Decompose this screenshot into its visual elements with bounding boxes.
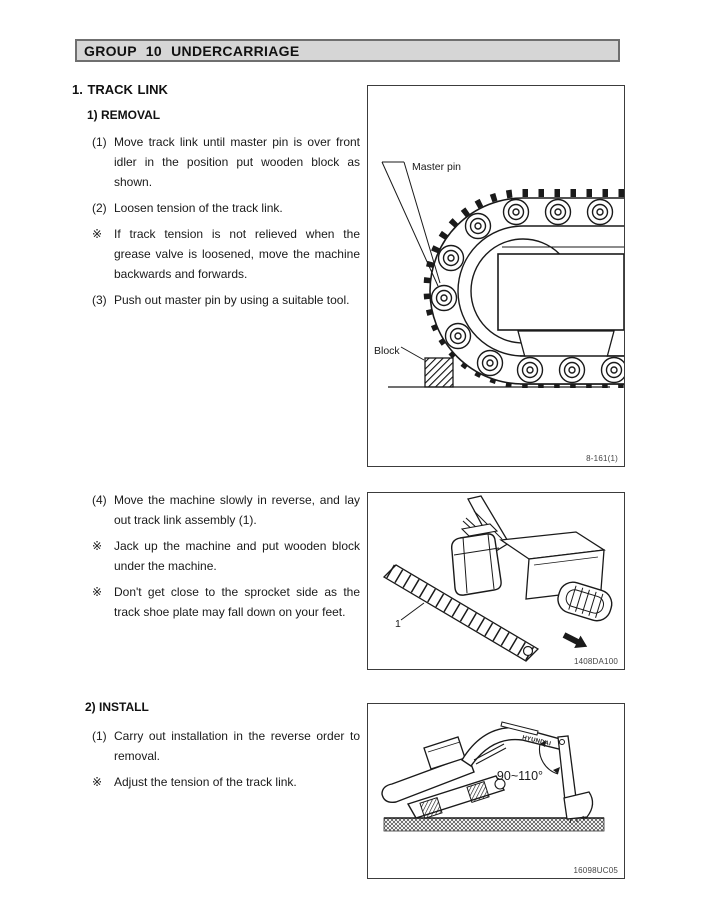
note-text: Don't get close to the sprocket side as the track shoe plate may fall down on your feet. — [114, 585, 360, 619]
install-heading: 2) INSTALL — [85, 700, 149, 714]
note-item — [92, 536, 360, 576]
figure-code: 1408DA100 — [573, 657, 618, 666]
note-marker: ※ — [92, 227, 103, 241]
figure-code: 8-161(1) — [586, 454, 618, 463]
step-text: Push out master pin by using a suitable tool. — [114, 293, 350, 307]
note-marker: ※ — [92, 775, 103, 789]
step-item — [92, 132, 360, 192]
step-marker: (3) — [92, 293, 107, 307]
boom-arm-angle-label: 90~110° — [496, 769, 544, 783]
figure-install-angle — [367, 703, 625, 879]
track-link-idler-illustration — [368, 86, 624, 466]
block-label: Block — [374, 345, 400, 357]
step-marker: (1) — [92, 135, 107, 149]
removal-heading: 1) REMOVAL — [87, 108, 161, 122]
wooden-block-graphic — [425, 358, 453, 387]
brand-label: HYUNDAI — [521, 735, 552, 748]
note-item — [92, 224, 360, 284]
excavator-jackup-illustration — [368, 704, 624, 878]
figure-lay-out-track — [367, 492, 625, 670]
step-text: Move the machine slowly in reverse, and lay out track link assembly (1). — [114, 493, 360, 527]
step-marker: (1) — [92, 729, 107, 743]
note-text: Jack up the machine and put wooden block under the machine. — [114, 539, 360, 573]
install-steps — [92, 726, 360, 798]
excavator-reverse-illustration — [368, 493, 624, 669]
figure-track-link-removal — [367, 85, 625, 467]
note-text: Adjust the tension of the track link. — [114, 775, 297, 789]
step-marker: (4) — [92, 493, 107, 507]
note-text: If track tension is not relieved when the grease valve is loosened, move the machine backwards and forwards. — [114, 227, 360, 281]
group-header-bar — [75, 39, 620, 62]
step-text: Loosen tension of the track link. — [114, 201, 283, 215]
step-item — [92, 198, 360, 218]
note-item — [92, 772, 360, 792]
note-marker: ※ — [92, 585, 103, 599]
step-item — [92, 490, 360, 530]
step-text: Carry out installation in the reverse order to removal. — [114, 729, 360, 763]
step-marker: (2) — [92, 201, 107, 215]
section-title: 1. TRACK LINK — [72, 82, 168, 97]
track-assembly-label: 1 — [395, 618, 401, 630]
step-item — [92, 726, 360, 766]
note-marker: ※ — [92, 539, 103, 553]
master-pin-label: Master pin — [412, 161, 462, 173]
step-text: Move track link until master pin is over front idler in the position put wooden block as shown. — [114, 135, 360, 189]
removal-steps-2 — [92, 490, 360, 628]
note-item — [92, 582, 360, 622]
figure-code: 16098UC05 — [573, 866, 618, 875]
step-item — [92, 290, 360, 310]
group-header-title: GROUP 10 UNDERCARRIAGE — [84, 42, 300, 59]
removal-steps-1 — [92, 132, 360, 316]
reverse-arrow-icon — [561, 629, 591, 653]
